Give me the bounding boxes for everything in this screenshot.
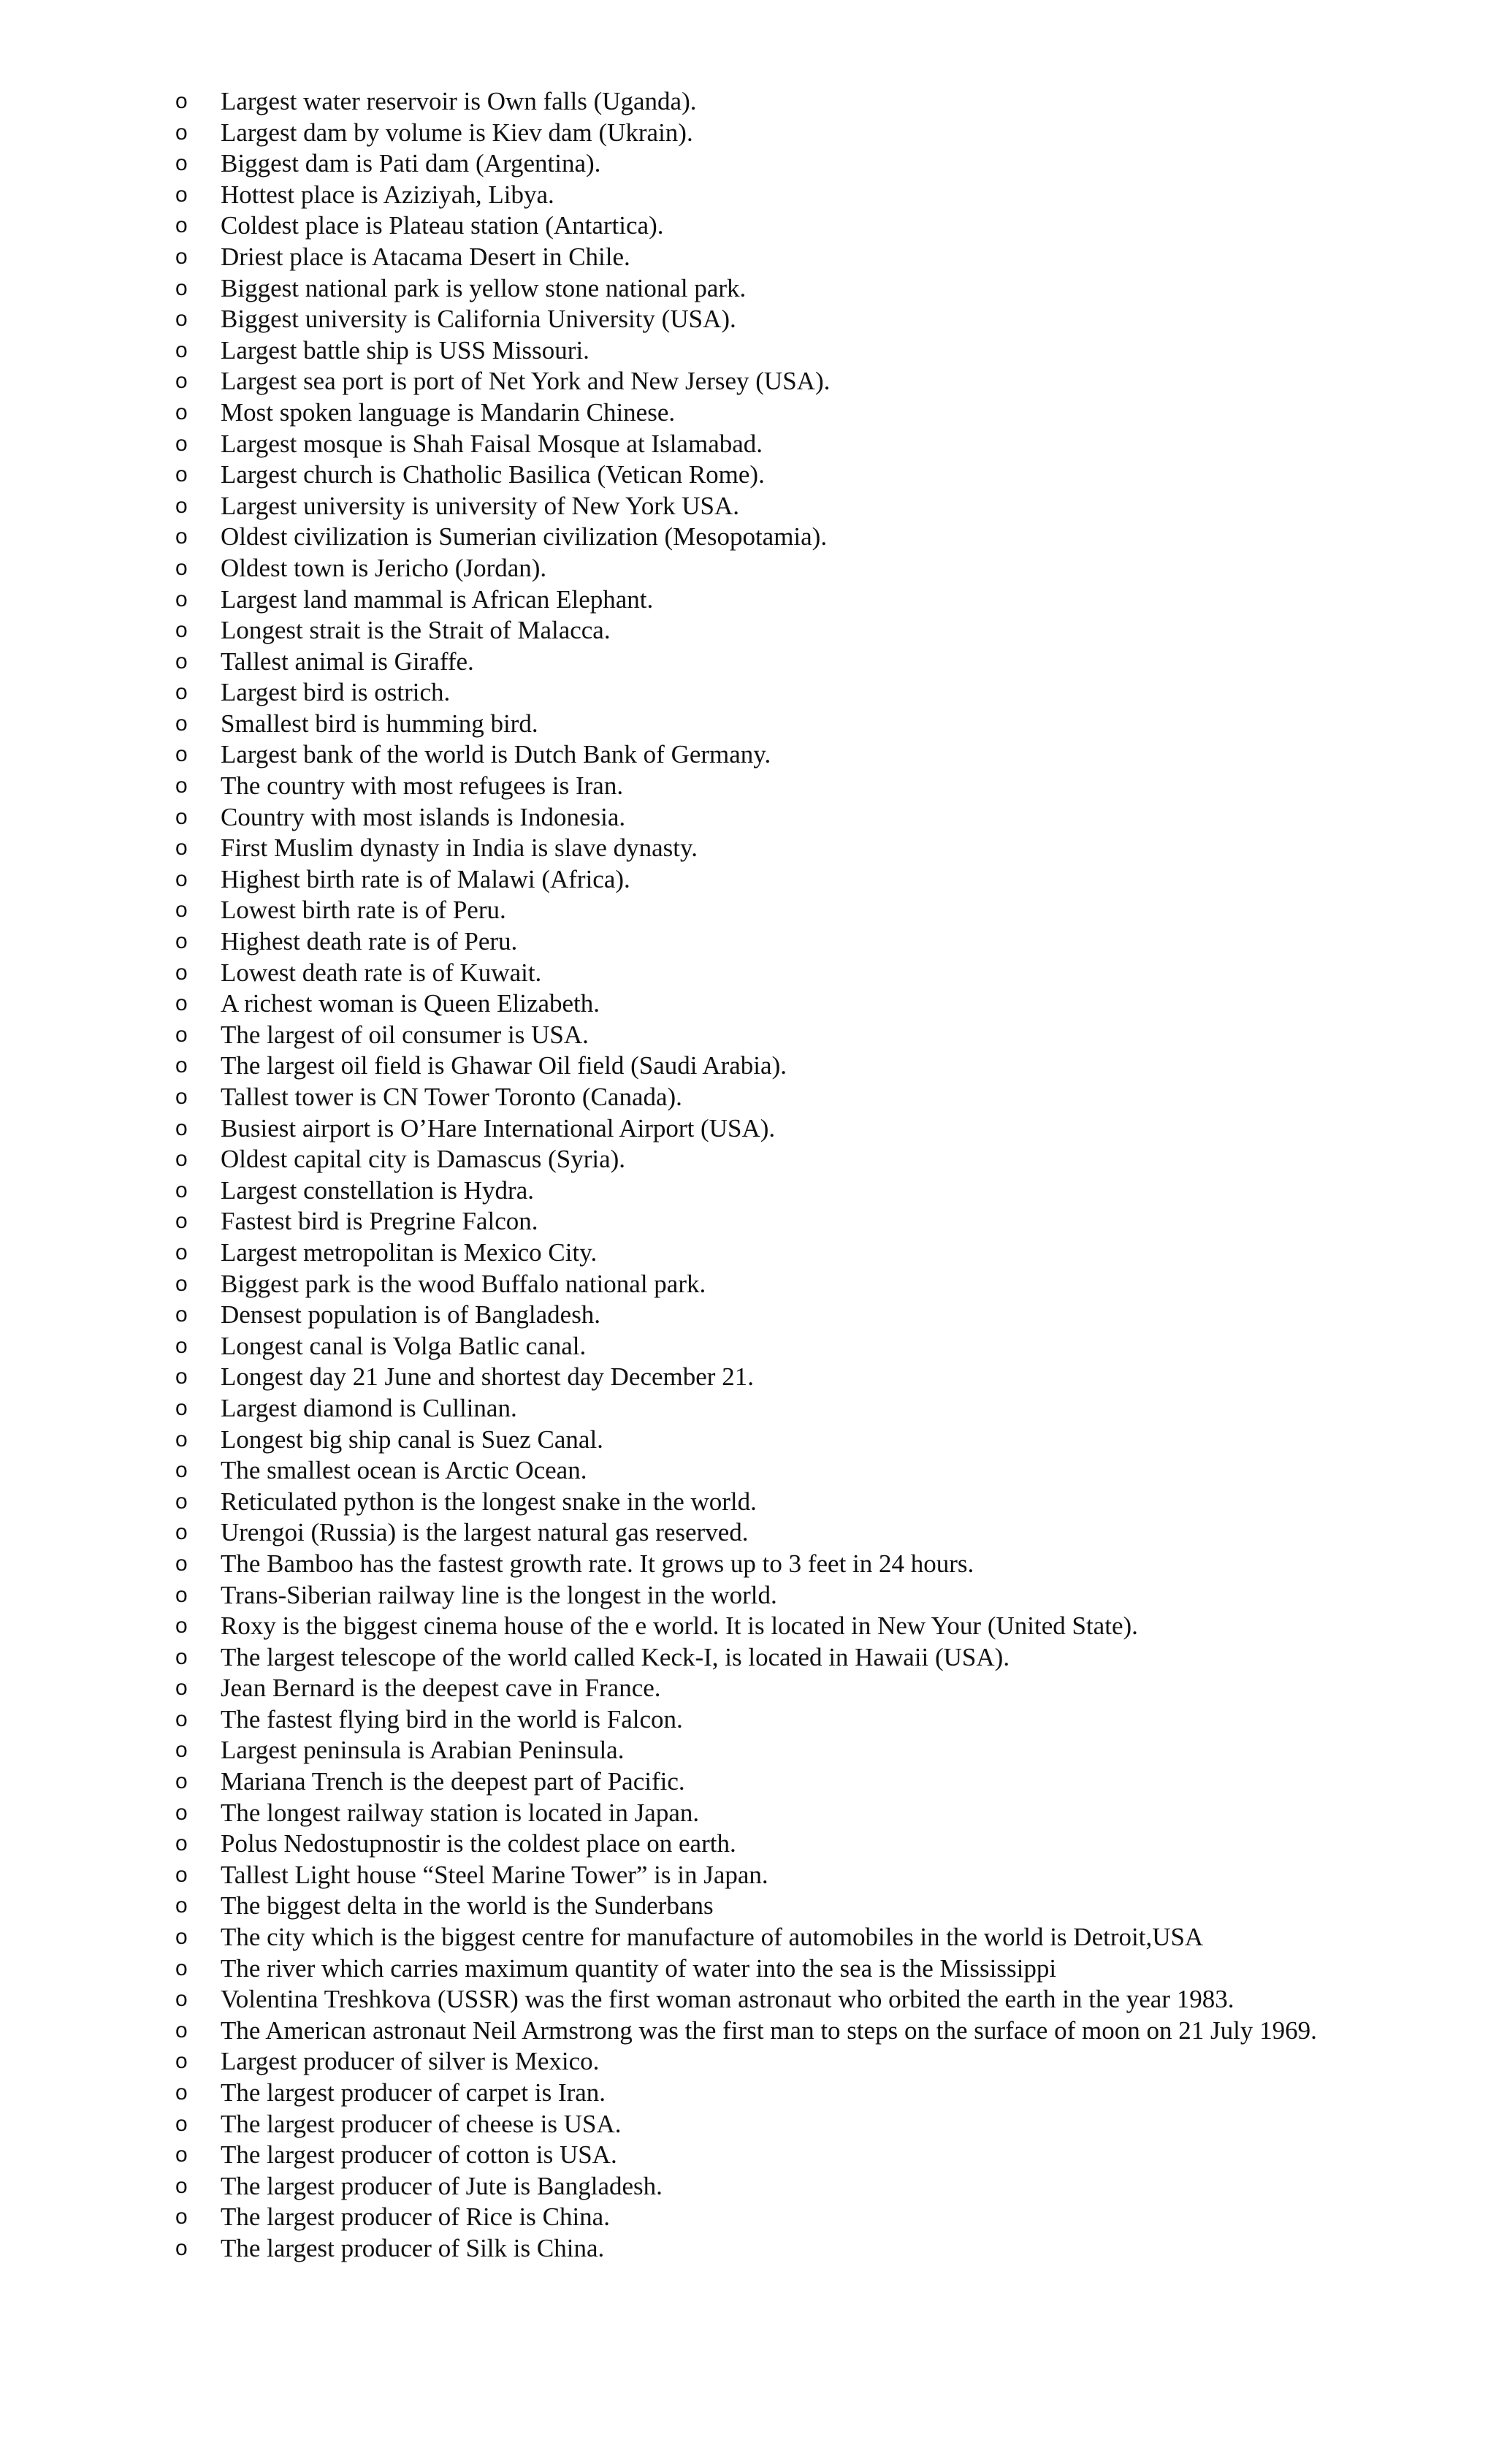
list-item-text: Tallest Light house “Steel Marine Tower” is in Japan.	[221, 1860, 768, 1889]
bullet-icon: o	[175, 618, 188, 643]
list-item	[175, 895, 1329, 926]
list-item	[175, 1922, 1329, 1953]
list-item-text: Largest university is university of New York USA.	[221, 491, 740, 520]
list-item	[175, 1050, 1329, 1082]
bullet-icon: o	[175, 120, 188, 145]
list-item	[175, 180, 1329, 211]
bullet-icon: o	[175, 244, 188, 269]
list-item	[175, 553, 1329, 584]
bullet-icon: o	[175, 991, 188, 1016]
list-item	[175, 2202, 1329, 2233]
list-item-text: Biggest park is the wood Buffalo national park.	[221, 1269, 706, 1298]
list-item-text: The largest oil field is Ghawar Oil field (Saudi Arabia).	[221, 1051, 787, 1080]
bullet-icon: o	[175, 400, 188, 424]
list-item-text: Tallest tower is CN Tower Toronto (Canada).	[221, 1083, 682, 1111]
list-item	[175, 335, 1329, 367]
list-item	[175, 1860, 1329, 1891]
bullet-icon: o	[175, 462, 188, 487]
list-item	[175, 1798, 1329, 1829]
bullet-icon: o	[175, 1800, 188, 1825]
bullet-icon: o	[175, 307, 188, 332]
list-item-text: Jean Bernard is the deepest cave in France.	[221, 1674, 661, 1703]
bullet-icon: o	[175, 2080, 188, 2105]
list-item-text: A richest woman is Queen Elizabeth.	[221, 989, 600, 1018]
list-item	[175, 118, 1329, 149]
bullet-icon: o	[175, 1302, 188, 1327]
bullet-icon: o	[175, 431, 188, 456]
list-item-text: The largest telescope of the world called Keck-I, is located in Hawaii (USA).	[221, 1642, 1010, 1671]
bullet-icon: o	[175, 1333, 188, 1358]
bullet-icon: o	[175, 2235, 188, 2260]
bullet-icon: o	[175, 898, 188, 923]
bullet-icon: o	[175, 1147, 188, 1172]
list-item-text: The largest producer of cotton is USA.	[221, 2140, 617, 2170]
bullet-icon: o	[175, 2205, 188, 2230]
list-item	[175, 1828, 1329, 1860]
list-item	[175, 1113, 1329, 1145]
list-item-text: The largest producer of cheese is USA.	[221, 2109, 622, 2138]
bullet-icon: o	[175, 1893, 188, 1918]
list-item	[175, 2140, 1329, 2171]
list-item-text: Largest bank of the world is Dutch Bank of Germany.	[221, 740, 771, 769]
list-item	[175, 709, 1329, 740]
list-item	[175, 491, 1329, 522]
list-item	[175, 739, 1329, 771]
list-item-text: Most spoken language is Mandarin Chinese.	[221, 397, 676, 427]
bullet-icon: o	[175, 1987, 188, 2012]
list-item-text: Smallest bird is humming bird.	[221, 709, 538, 738]
list-item	[175, 584, 1329, 616]
bullet-icon: o	[175, 1458, 188, 1483]
bullet-icon: o	[175, 2111, 188, 2136]
list-item	[175, 1331, 1329, 1362]
list-item	[175, 2233, 1329, 2265]
list-item-text: Urengoi (Russia) is the largest natural gas reserved.	[221, 1518, 749, 1547]
list-item	[175, 864, 1329, 896]
list-item-text: Longest strait is the Strait of Malacca.	[221, 616, 611, 645]
bullet-icon: o	[175, 774, 188, 798]
bullet-icon: o	[175, 525, 188, 549]
list-item-text: Country with most islands is Indonesia.	[221, 802, 626, 831]
bullet-icon: o	[175, 1582, 188, 1607]
list-item	[175, 1611, 1329, 1642]
list-item-text: The largest producer of Rice is China.	[221, 2202, 610, 2232]
bullet-icon: o	[175, 1085, 188, 1109]
list-item	[175, 1237, 1329, 1269]
list-item	[175, 1269, 1329, 1300]
bullet-icon: o	[175, 337, 188, 362]
list-item	[175, 1487, 1329, 1518]
bullet-icon: o	[175, 1520, 188, 1545]
bullet-icon: o	[175, 1427, 188, 1452]
list-item	[175, 459, 1329, 491]
bullet-icon: o	[175, 804, 188, 829]
list-item-text: Biggest national park is yellow stone national park.	[221, 273, 747, 302]
bullet-icon: o	[175, 1614, 188, 1639]
list-item	[175, 2171, 1329, 2202]
list-item-text: Lowest birth rate is of Peru.	[221, 896, 506, 925]
list-item	[175, 1704, 1329, 1736]
list-item	[175, 1766, 1329, 1798]
bullet-icon: o	[175, 742, 188, 767]
list-item-text: Largest land mammal is African Elephant.	[221, 584, 654, 614]
list-item	[175, 1642, 1329, 1674]
list-item-text: The city which is the biggest centre for manufacture of automobiles in the world is Detroit,USA	[221, 1923, 1204, 1952]
list-item-text: Highest birth rate is of Malawi (Africa).	[221, 864, 630, 893]
list-item-text: Trans-Siberian railway line is the longest in the world.	[221, 1580, 777, 1609]
list-item-text: First Muslim dynasty in India is slave dynasty.	[221, 834, 698, 863]
list-item	[175, 1953, 1329, 1985]
list-item	[175, 771, 1329, 802]
list-item-text: Polus Nedostupnostir is the coldest place on earth.	[221, 1829, 736, 1858]
bullet-icon: o	[175, 649, 188, 674]
list-item-text: Reticulated python is the longest snake in the world.	[221, 1487, 757, 1516]
list-item-text: Largest dam by volume is Kiev dam (Ukrain).	[221, 118, 693, 147]
list-item-text: The fastest flying bird in the world is Falcon.	[221, 1704, 683, 1733]
list-item-text: Biggest university is California University (USA).	[221, 305, 736, 334]
bullet-icon: o	[175, 1925, 188, 1950]
list-item	[175, 2078, 1329, 2109]
bullet-icon: o	[175, 1489, 188, 1514]
bullet-icon: o	[175, 2143, 188, 2167]
bullet-icon: o	[175, 2173, 188, 2198]
bullet-icon: o	[175, 866, 188, 891]
list-item-text: Oldest town is Jericho (Jordan).	[221, 553, 547, 582]
bullet-icon: o	[175, 89, 188, 113]
bullet-icon: o	[175, 1395, 188, 1420]
list-item-text: Largest mosque is Shah Faisal Mosque at Islamabad.	[221, 429, 763, 458]
list-item-text: The largest producer of carpet is Iran.	[221, 2078, 606, 2107]
bullet-icon: o	[175, 369, 188, 394]
list-item	[175, 210, 1329, 242]
list-item-text: Largest diamond is Cullinan.	[221, 1393, 517, 1422]
bullet-icon: o	[175, 493, 188, 518]
list-item	[175, 646, 1329, 678]
bullet-icon: o	[175, 1240, 188, 1265]
bullet-icon: o	[175, 1365, 188, 1389]
list-item	[175, 86, 1329, 118]
list-item-text: The Bamboo has the fastest growth rate. It grows up to 3 feet in 24 hours.	[221, 1549, 974, 1578]
list-item	[175, 1393, 1329, 1424]
bullet-icon: o	[175, 555, 188, 580]
list-item	[175, 148, 1329, 180]
list-item-text: Longest big ship canal is Suez Canal.	[221, 1424, 603, 1454]
bullet-icon: o	[175, 1676, 188, 1701]
list-item	[175, 1424, 1329, 1456]
list-item	[175, 1020, 1329, 1051]
list-item	[175, 242, 1329, 273]
list-item-text: Largest peninsula is Arabian Peninsula.	[221, 1736, 625, 1765]
list-item	[175, 1580, 1329, 1611]
list-item-text: Largest water reservoir is Own falls (Uganda).	[221, 87, 697, 115]
bullet-icon: o	[175, 1271, 188, 1296]
bullet-icon: o	[175, 929, 188, 954]
list-item-text: The largest producer of Jute is Bangladesh.	[221, 2171, 663, 2200]
list-item	[175, 1891, 1329, 1922]
list-item	[175, 2015, 1329, 2047]
list-item-text: Largest sea port is port of Net York and New Jersey (USA).	[221, 367, 831, 396]
list-item	[175, 1144, 1329, 1175]
list-item	[175, 522, 1329, 553]
list-item-text: Mariana Trench is the deepest part of Pacific.	[221, 1767, 685, 1796]
list-item-text: Volentina Treshkova (USSR) was the first woman astronaut who orbited the earth in the year 1983.	[221, 1985, 1234, 2014]
list-item	[175, 1455, 1329, 1487]
list-item	[175, 988, 1329, 1020]
list-item	[175, 1673, 1329, 1704]
list-item-text: The smallest ocean is Arctic Ocean.	[221, 1456, 587, 1485]
list-item-text: Driest place is Atacama Desert in Chile.	[221, 242, 630, 271]
list-item-text: Largest metropolitan is Mexico City.	[221, 1237, 598, 1267]
list-item	[175, 1984, 1329, 2015]
bullet-icon: o	[175, 1022, 188, 1047]
list-item-text: Largest battle ship is USS Missouri.	[221, 335, 589, 365]
bullet-icon: o	[175, 1956, 188, 1980]
list-item-text: The largest of oil consumer is USA.	[221, 1020, 589, 1049]
list-item-text: Fastest bird is Pregrine Falcon.	[221, 1207, 538, 1236]
bullet-icon: o	[175, 275, 188, 300]
list-item	[175, 397, 1329, 429]
list-item-text: Tallest animal is Giraffe.	[221, 646, 474, 676]
bullet-icon: o	[175, 960, 188, 985]
list-item	[175, 677, 1329, 709]
list-item	[175, 958, 1329, 989]
bullet-icon: o	[175, 1178, 188, 1202]
list-item-text: The biggest delta in the world is the Sunderbans	[221, 1891, 714, 1921]
bullet-icon: o	[175, 1209, 188, 1234]
list-item	[175, 1206, 1329, 1237]
list-item	[175, 2046, 1329, 2078]
list-item	[175, 2109, 1329, 2140]
list-item-text: The longest railway station is located in Japan.	[221, 1798, 700, 1827]
list-item-text: Biggest dam is Pati dam (Argentina).	[221, 149, 601, 178]
list-item	[175, 1082, 1329, 1113]
bullet-icon: o	[175, 1831, 188, 1856]
list-item-text: Densest population is of Bangladesh.	[221, 1300, 601, 1330]
list-item-text: The largest producer of Silk is China.	[221, 2233, 605, 2262]
list-item-text: Oldest capital city is Damascus (Syria).	[221, 1145, 626, 1174]
list-item	[175, 273, 1329, 305]
list-item-text: The American astronaut Neil Armstrong was the first man to steps on the surface of moon on 21 July 1969.	[221, 2015, 1317, 2045]
list-item	[175, 1300, 1329, 1331]
list-item-text: Longest canal is Volga Batlic canal.	[221, 1331, 587, 1360]
bullet-icon: o	[175, 836, 188, 861]
list-item-text: Largest producer of silver is Mexico.	[221, 2047, 600, 2076]
list-item-text: Roxy is the biggest cinema house of the e world. It is located in New Your (United State).	[221, 1611, 1138, 1641]
list-item-text: Lowest death rate is of Kuwait.	[221, 958, 542, 987]
list-item-text: Oldest civilization is Sumerian civilization (Mesopotamia).	[221, 522, 828, 552]
bullet-icon: o	[175, 680, 188, 705]
bullet-icon: o	[175, 1706, 188, 1731]
list-item-text: Highest death rate is of Peru.	[221, 927, 518, 956]
bullet-icon: o	[175, 151, 188, 176]
bullet-icon: o	[175, 1053, 188, 1078]
bullet-icon: o	[175, 1115, 188, 1140]
fact-list	[175, 86, 1329, 2265]
bullet-icon: o	[175, 1551, 188, 1576]
list-item	[175, 429, 1329, 460]
list-item-text: Busiest airport is O’Hare International Airport (USA).	[221, 1113, 776, 1143]
list-item	[175, 304, 1329, 335]
bullet-icon: o	[175, 182, 188, 207]
list-item-text: Longest day 21 June and shortest day December 21.	[221, 1362, 754, 1392]
list-item	[175, 802, 1329, 834]
list-item	[175, 1549, 1329, 1580]
list-item	[175, 1362, 1329, 1393]
bullet-icon: o	[175, 213, 188, 238]
list-item-text: Largest church is Chatholic Basilica (Vetican Rome).	[221, 460, 765, 489]
bullet-icon: o	[175, 1738, 188, 1763]
bullet-icon: o	[175, 711, 188, 736]
bullet-icon: o	[175, 587, 188, 611]
list-item-text: Largest constellation is Hydra.	[221, 1175, 534, 1205]
bullet-icon: o	[175, 2049, 188, 2074]
list-item-text: Hottest place is Aziziyah, Libya.	[221, 180, 554, 209]
list-item	[175, 833, 1329, 864]
list-item	[175, 1735, 1329, 1766]
list-item	[175, 926, 1329, 958]
bullet-icon: o	[175, 1644, 188, 1669]
bullet-icon: o	[175, 2018, 188, 2042]
bullet-icon: o	[175, 1862, 188, 1887]
list-item	[175, 615, 1329, 646]
bullet-icon: o	[175, 1769, 188, 1794]
list-item-text: Coldest place is Plateau station (Antartica).	[221, 211, 664, 240]
list-item	[175, 1517, 1329, 1549]
list-item	[175, 1175, 1329, 1207]
list-item-text: The river which carries maximum quantity of water into the sea is the Mississippi	[221, 1953, 1057, 1983]
list-item-text: The country with most refugees is Iran.	[221, 771, 624, 801]
list-item-text: Largest bird is ostrich.	[221, 678, 451, 707]
list-item	[175, 366, 1329, 397]
